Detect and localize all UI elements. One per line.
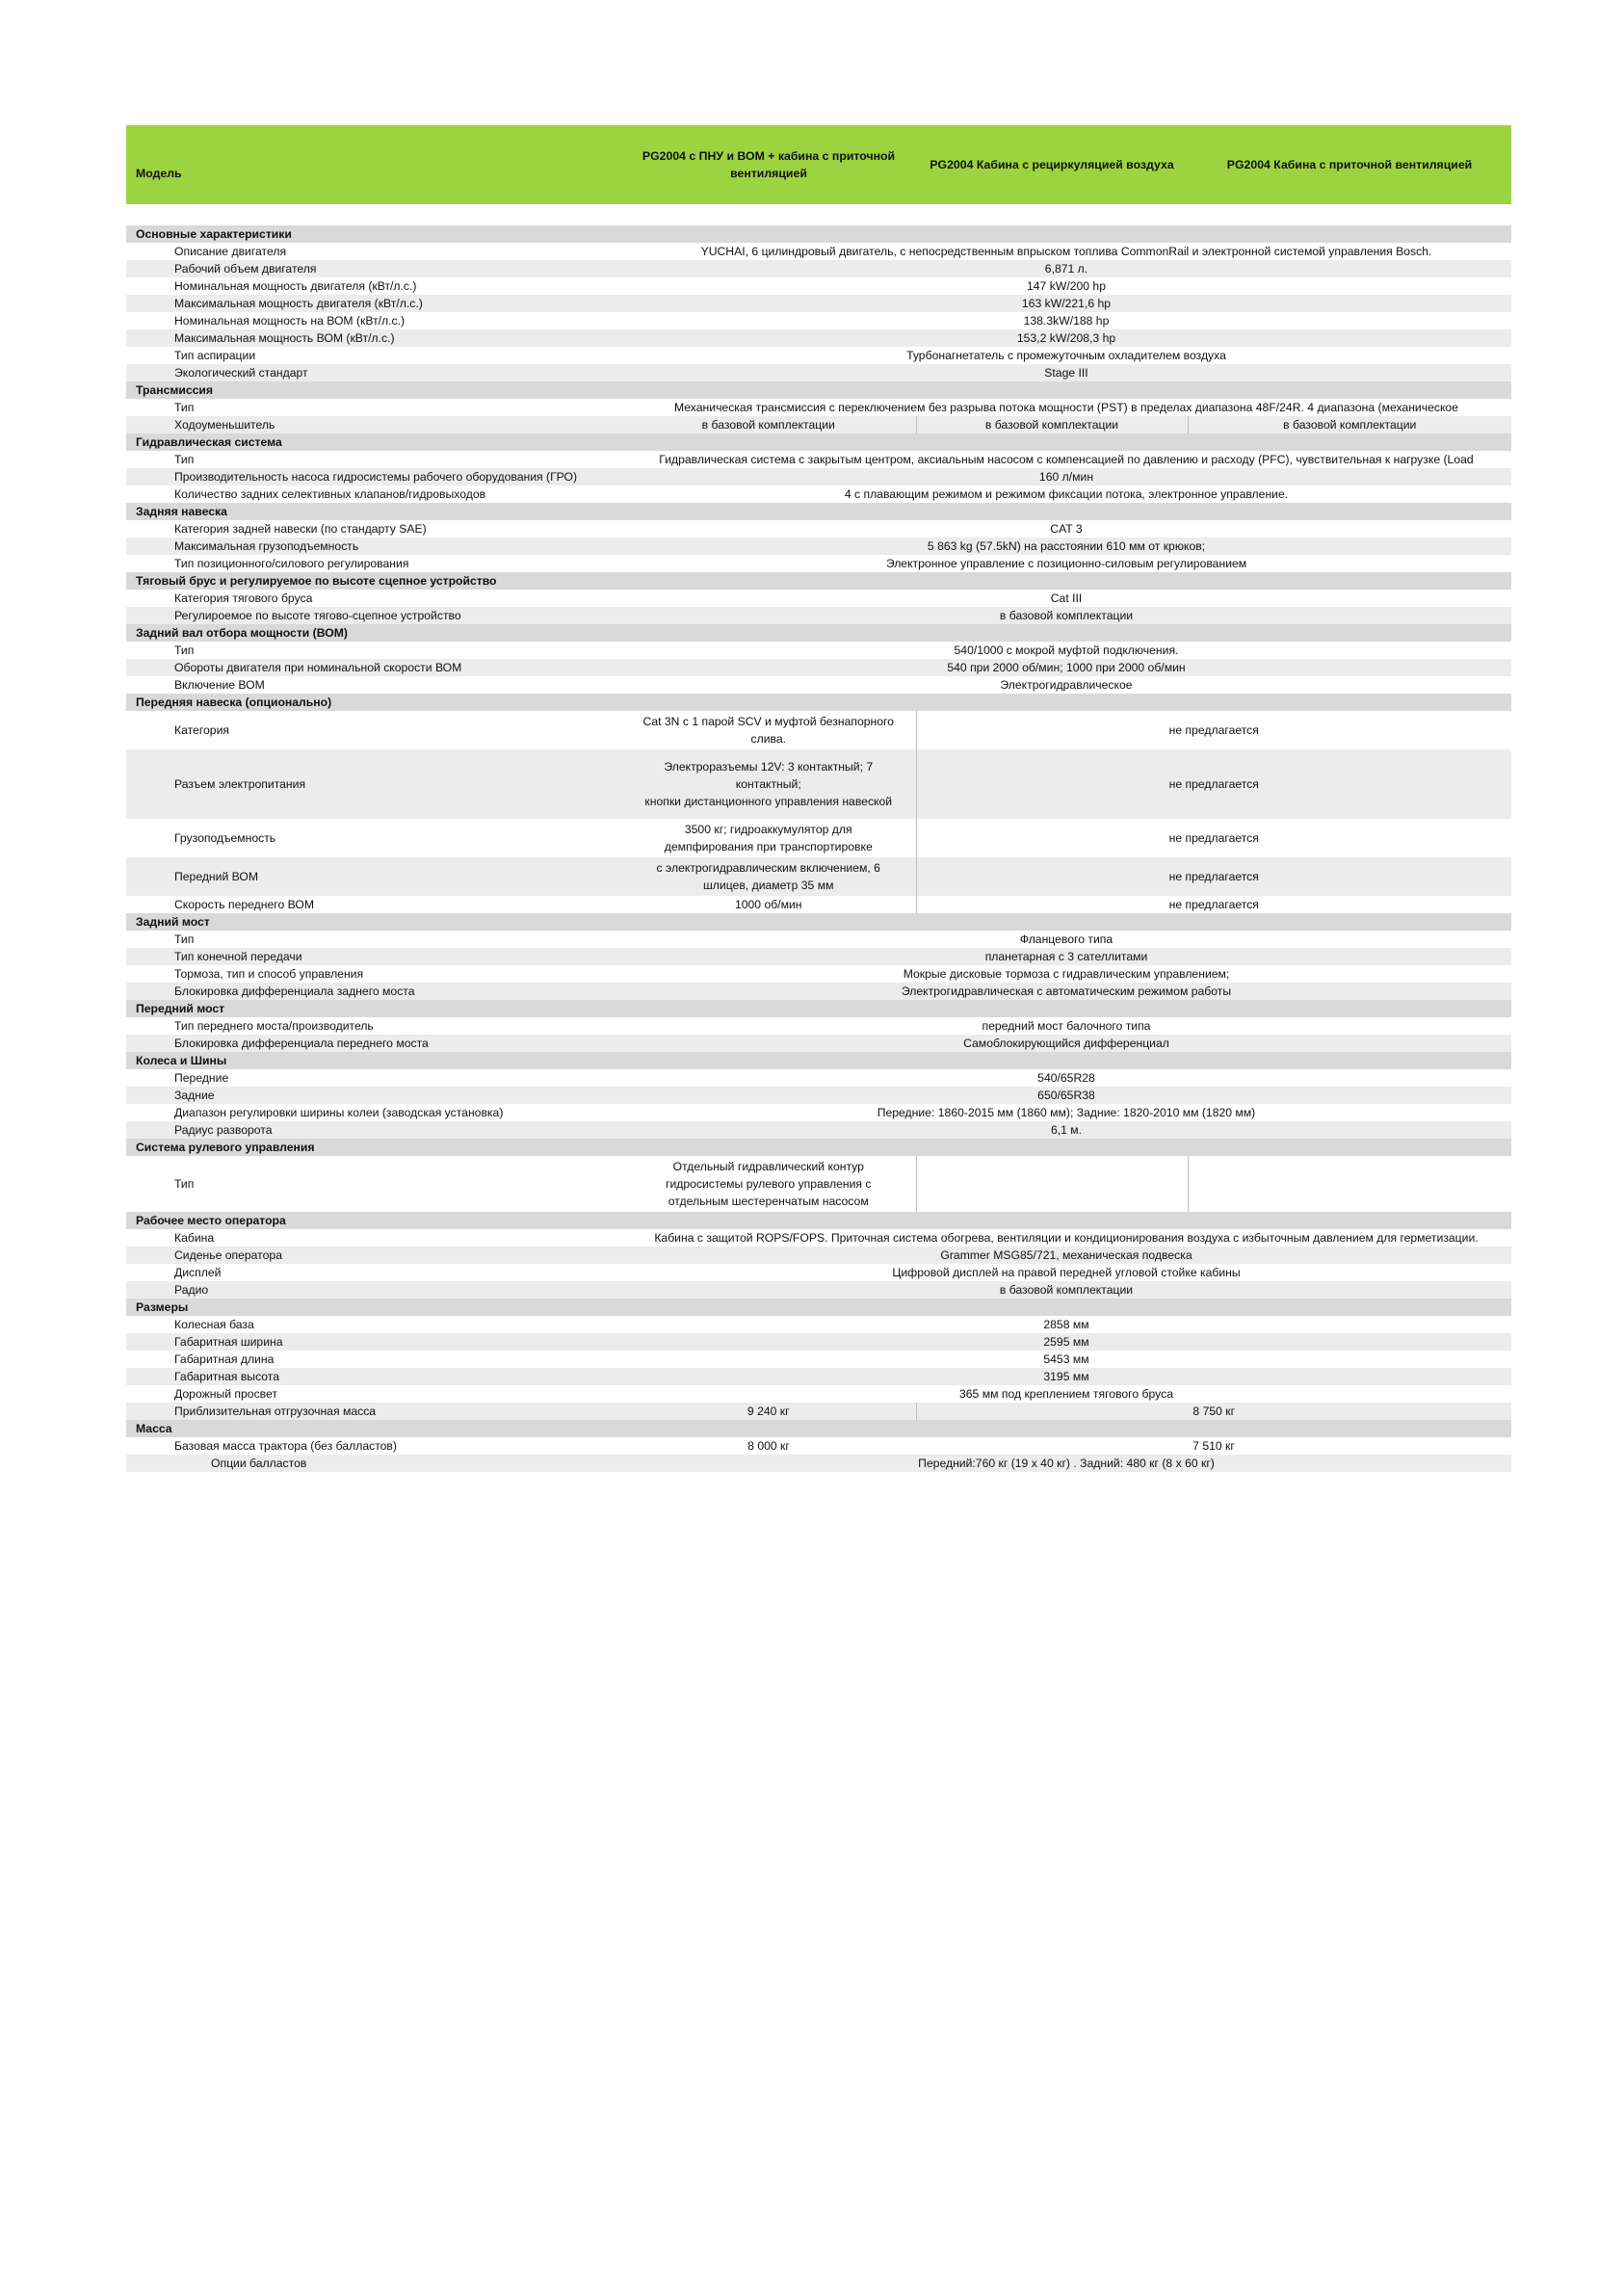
row-value: YUCHAI, 6 цилиндровый двигатель, с непосредственным впрыском топлива CommonRail и электронной системой управления Bosch. xyxy=(700,244,1432,258)
row-value-col1: 1000 об/мин xyxy=(734,897,802,911)
row-label: Номинальная мощность на ВОМ (кВт/л.с.) xyxy=(174,313,406,328)
column-header-1: PG2004 с ПНУ и ВОМ + кабина с приточной вентиляцией xyxy=(621,125,916,204)
table-row xyxy=(126,1333,1511,1351)
row-label: Габаритная высота xyxy=(126,1368,621,1385)
row-value: Цифровой дисплей на правой передней угловой стойке кабины xyxy=(892,1265,1241,1279)
not-offered-value: не предлагается xyxy=(916,819,1511,857)
row-value: 160 л/мин xyxy=(621,468,1511,486)
table-row xyxy=(126,1087,1511,1104)
row-value-col1: с электрогидравлическим включением, 6 шлицев, диаметр 35 мм xyxy=(621,857,916,896)
row-value: Электронное управление с позиционно-силовым регулированием xyxy=(885,556,1247,570)
table-row xyxy=(126,468,1511,486)
row-label: Габаритная длина xyxy=(174,1352,275,1366)
table-row xyxy=(126,347,1511,364)
row-value: Grammer MSG85/721, механическая подвеска xyxy=(621,1247,1511,1264)
section-header: Основные характеристики xyxy=(126,225,1511,243)
section-header: Передний мост xyxy=(126,1000,1511,1017)
row-value: CAT 3 xyxy=(1050,521,1083,536)
row-value: Гидравлическая система с закрытым центром, аксиальным насосом с компенсацией по давлению и расходу (PFC), чувствительная к нагрузке (Load xyxy=(659,452,1474,466)
row-label: Габаритная ширина xyxy=(126,1333,621,1351)
table-row xyxy=(126,607,1511,624)
row-value: Передний:760 кг (19 x 40 кг) . Задний: 480 кг (8 x 60 кг) xyxy=(621,1455,1511,1472)
table-row xyxy=(126,260,1511,277)
section-header: Трансмиссия xyxy=(126,381,1511,399)
row-label: Дисплей xyxy=(174,1265,222,1279)
row-label: Скорость переднего ВОМ xyxy=(174,897,314,911)
section-header: Задняя навеска xyxy=(126,503,1511,520)
row-label: Тормоза, тип и способ управления xyxy=(174,966,364,981)
row-label: Максимальная грузоподъемность xyxy=(126,538,621,555)
row-value: Самоблокирующийся дифференциал xyxy=(621,1035,1511,1052)
row-value: Cat III xyxy=(1050,591,1083,605)
row-label: Блокировка дифференциала заднего моста xyxy=(126,983,621,1000)
row-value: 153,2 kW/208,3 hp xyxy=(621,329,1511,347)
row-value: Электрогидравлическое xyxy=(1000,677,1133,692)
row-value: в базовой комплектации xyxy=(621,1281,1511,1299)
table-row xyxy=(126,295,1511,312)
table-row xyxy=(126,749,1511,819)
table-row xyxy=(126,857,1511,896)
table-row xyxy=(126,1351,1511,1368)
row-label: Тип xyxy=(174,400,195,414)
section-header: Масса xyxy=(126,1420,1511,1437)
table-row xyxy=(126,590,1511,607)
header-row xyxy=(126,125,1511,204)
row-label: Экологический стандарт xyxy=(126,364,621,381)
row-label: Включение ВОМ xyxy=(174,677,265,692)
not-offered-value: не предлагается xyxy=(916,711,1511,749)
model-label: Модель xyxy=(126,125,621,204)
table-row xyxy=(126,277,1511,295)
row-value: 2858 мм xyxy=(1043,1317,1089,1331)
row-label: Категория xyxy=(174,722,229,737)
column-header-3: PG2004 Кабина с приточной вентиляцией xyxy=(1188,125,1511,204)
table-row xyxy=(126,451,1511,468)
row-value: Фланцевого типа xyxy=(1019,932,1113,946)
row-value: в базовой комплектации xyxy=(621,607,1511,624)
row-value: 3195 мм xyxy=(621,1368,1511,1385)
row-value: передний мост балочного типа xyxy=(982,1018,1151,1033)
row-value-col2 xyxy=(916,1156,1188,1212)
row-label: Рабочий объем двигателя xyxy=(126,260,621,277)
table-row xyxy=(126,1229,1511,1247)
row-label: Описание двигателя xyxy=(174,244,287,258)
table-row xyxy=(126,965,1511,983)
row-label: Базовая масса трактора (без балластов) xyxy=(174,1438,397,1453)
row-value: Передние: 1860-2015 мм (1860 мм); Задние: 1820-2010 мм (1820 мм) xyxy=(877,1105,1256,1119)
row-label: Дорожный просвет xyxy=(174,1386,277,1401)
section-header: Рабочее место оператора xyxy=(126,1212,1511,1229)
row-value: 540 при 2000 об/мин; 1000 при 2000 об/мин xyxy=(621,659,1511,676)
not-offered-value: не предлагается xyxy=(916,749,1511,819)
row-label: Тип позиционного/силового регулирования xyxy=(174,556,409,570)
table-row xyxy=(126,642,1511,659)
row-label: Разъем электропитания xyxy=(126,749,621,819)
table-row xyxy=(126,1035,1511,1052)
row-value: Турбонагнетатель с промежуточным охладителем воздуха xyxy=(906,348,1226,362)
row-value-col3 xyxy=(1188,1156,1511,1212)
table-row xyxy=(126,399,1511,416)
row-label: Опции балластов xyxy=(126,1455,621,1472)
row-value: планетарная с 3 сателлитами xyxy=(621,948,1511,965)
row-label: Приблизительная отгрузочная масса xyxy=(126,1403,621,1420)
table-row xyxy=(126,1121,1511,1139)
not-offered-value: не предлагается xyxy=(916,857,1511,896)
table-row xyxy=(126,416,1511,433)
row-value: 4 с плавающим режимом и режимом фиксации потока, электронное управление. xyxy=(844,486,1289,501)
row-label: Тип аспирации xyxy=(174,348,256,362)
row-value: 540/1000 с мокрой муфтой подключения. xyxy=(954,643,1179,657)
table-row xyxy=(126,364,1511,381)
spec-sheet xyxy=(126,125,1511,1472)
row-value-col1: 8 000 кг xyxy=(747,1438,790,1453)
not-offered-value: не предлагается xyxy=(916,896,1511,913)
row-label: Блокировка дифференциала переднего моста xyxy=(126,1035,621,1052)
column-header-2: PG2004 Кабина с рециркуляцией воздуха xyxy=(916,125,1188,204)
row-label: Тип xyxy=(174,452,195,466)
table-row xyxy=(126,1281,1511,1299)
table-row xyxy=(126,1403,1511,1420)
row-label: Радиус разворота xyxy=(126,1121,621,1139)
row-value: 6,871 л. xyxy=(621,260,1511,277)
table-row xyxy=(126,243,1511,260)
table-row xyxy=(126,1104,1511,1121)
row-value: Механическая трансмиссия с переключением без разрыва потока мощности (PST) в пределах диапазона 48F/24R. 4 диапазона (механическое xyxy=(674,400,1458,414)
row-value: 5453 мм xyxy=(1043,1352,1089,1366)
row-label: Передний ВОМ xyxy=(126,857,621,896)
row-label: Регулироемое по высоте тягово-сцепное устройство xyxy=(126,607,621,624)
table-row xyxy=(126,1069,1511,1087)
table-row xyxy=(126,1264,1511,1281)
row-label: Тип конечной передачи xyxy=(126,948,621,965)
table-row xyxy=(126,819,1511,857)
row-value: 147 kW/200 hp xyxy=(1027,278,1106,293)
row-label: Тип переднего моста/производитель xyxy=(174,1018,374,1033)
row-label: Тип xyxy=(174,1176,195,1191)
row-value: 5 863 kg (57.5kN) на расстоянии 610 мм от крюков; xyxy=(621,538,1511,555)
row-label: Ходоуменьшитель xyxy=(126,416,621,433)
row-value-col1: в базовой комплектации xyxy=(621,416,916,433)
row-value: 163 kW/221,6 hp xyxy=(621,295,1511,312)
spec-table xyxy=(126,125,1511,1472)
table-row xyxy=(126,948,1511,965)
section-header: Колеса и Шины xyxy=(126,1052,1511,1069)
section-header: Гидравлическая система xyxy=(126,433,1511,451)
table-row xyxy=(126,1316,1511,1333)
row-value-col1: Cat 3N с 1 парой SCV и муфтой безнапорного слива. xyxy=(642,715,894,746)
row-label: Номинальная мощность двигателя (кВт/л.с.) xyxy=(174,278,417,293)
section-header: Передняя навеска (опционально) xyxy=(126,694,1511,711)
row-label: Задние xyxy=(126,1087,621,1104)
table-row xyxy=(126,1247,1511,1264)
table-row xyxy=(126,983,1511,1000)
row-label: Передние xyxy=(174,1070,229,1085)
table-row xyxy=(126,486,1511,503)
row-label: Диапазон регулировки ширины колеи (заводская установка) xyxy=(174,1105,504,1119)
row-value-col2: в базовой комплектации xyxy=(916,416,1188,433)
row-value-col3: в базовой комплектации xyxy=(1188,416,1511,433)
row-label: Грузоподъемность xyxy=(174,830,276,845)
table-row xyxy=(126,520,1511,538)
table-row xyxy=(126,931,1511,948)
section-header: Тяговый брус и регулируемое по высоте сцепное устройство xyxy=(126,572,1511,590)
table-row xyxy=(126,1437,1511,1455)
row-value: 540/65R28 xyxy=(1037,1070,1095,1085)
table-row xyxy=(126,312,1511,329)
table-row xyxy=(126,659,1511,676)
row-label: Максимальная мощность ВОМ (кВт/л.с.) xyxy=(126,329,621,347)
table-row xyxy=(126,329,1511,347)
row-label: Производительность насоса гидросистемы рабочего оборудования (ГРО) xyxy=(126,468,621,486)
row-value: Электрогидравлическая с автоматическим режимом работы xyxy=(621,983,1511,1000)
row-label: Тип xyxy=(174,932,195,946)
row-value: 2595 мм xyxy=(621,1333,1511,1351)
row-value: 365 мм под креплением тягового бруса xyxy=(959,1386,1173,1401)
row-value: Мокрые дисковые тормоза с гидравлическим управлением; xyxy=(903,966,1230,981)
table-row xyxy=(126,1368,1511,1385)
row-label: Радио xyxy=(126,1281,621,1299)
table-row xyxy=(126,555,1511,572)
row-value: 650/65R38 xyxy=(621,1087,1511,1104)
row-label: Обороты двигателя при номинальной скорости ВОМ xyxy=(126,659,621,676)
remote-buttons-text: кнопки дистанционного управления навеской xyxy=(644,795,893,808)
section-header: Система рулевого управления xyxy=(126,1139,1511,1156)
row-label: Категория тягового бруса xyxy=(174,591,313,605)
row-value: Кабина с защитой ROPS/FOPS. Приточная система обогрева, вентиляции и кондиционирования воздуха с избыточным давлением для герметизации. xyxy=(654,1230,1479,1245)
connector-text: Электроразъемы 12V: 3 контактный; 7 контактный; xyxy=(664,760,874,791)
table-row xyxy=(126,1385,1511,1403)
row-value-col1 xyxy=(621,749,916,819)
section-header: Задний мост xyxy=(126,913,1511,931)
row-label: Колесная база xyxy=(174,1317,254,1331)
row-label: Кабина xyxy=(174,1230,215,1245)
table-row xyxy=(126,896,1511,913)
table-row xyxy=(126,676,1511,694)
row-value: 138.3kW/188 hp xyxy=(1023,313,1110,328)
row-value-col1: Отдельный гидравлический контур гидросистемы рулевого управления с отдельным шестеренчатым насосом xyxy=(666,1160,872,1208)
row-label: Максимальная мощность двигателя (кВт/л.с.) xyxy=(126,295,621,312)
table-row xyxy=(126,1017,1511,1035)
section-header: Задний вал отбора мощности (ВОМ) xyxy=(126,624,1511,642)
row-value-col1: 9 240 кг xyxy=(621,1403,916,1420)
section-header: Размеры xyxy=(126,1299,1511,1316)
row-value: Stage III xyxy=(621,364,1511,381)
table-row xyxy=(126,538,1511,555)
row-value-col23: 7 510 кг xyxy=(1192,1438,1235,1453)
table-row xyxy=(126,1156,1511,1212)
table-row xyxy=(126,711,1511,749)
row-value-col1: 3500 кг; гидроаккумулятор для демпфирования при транспортировке xyxy=(664,823,873,853)
row-label: Сиденье оператора xyxy=(126,1247,621,1264)
row-label: Категория задней навески (по стандарту SAE) xyxy=(174,521,427,536)
row-value: 6,1 м. xyxy=(621,1121,1511,1139)
row-value-col23: 8 750 кг xyxy=(916,1403,1511,1420)
row-label: Тип xyxy=(174,643,195,657)
table-row xyxy=(126,1455,1511,1472)
row-label: Количество задних селективных клапанов/гидровыходов xyxy=(174,486,486,501)
